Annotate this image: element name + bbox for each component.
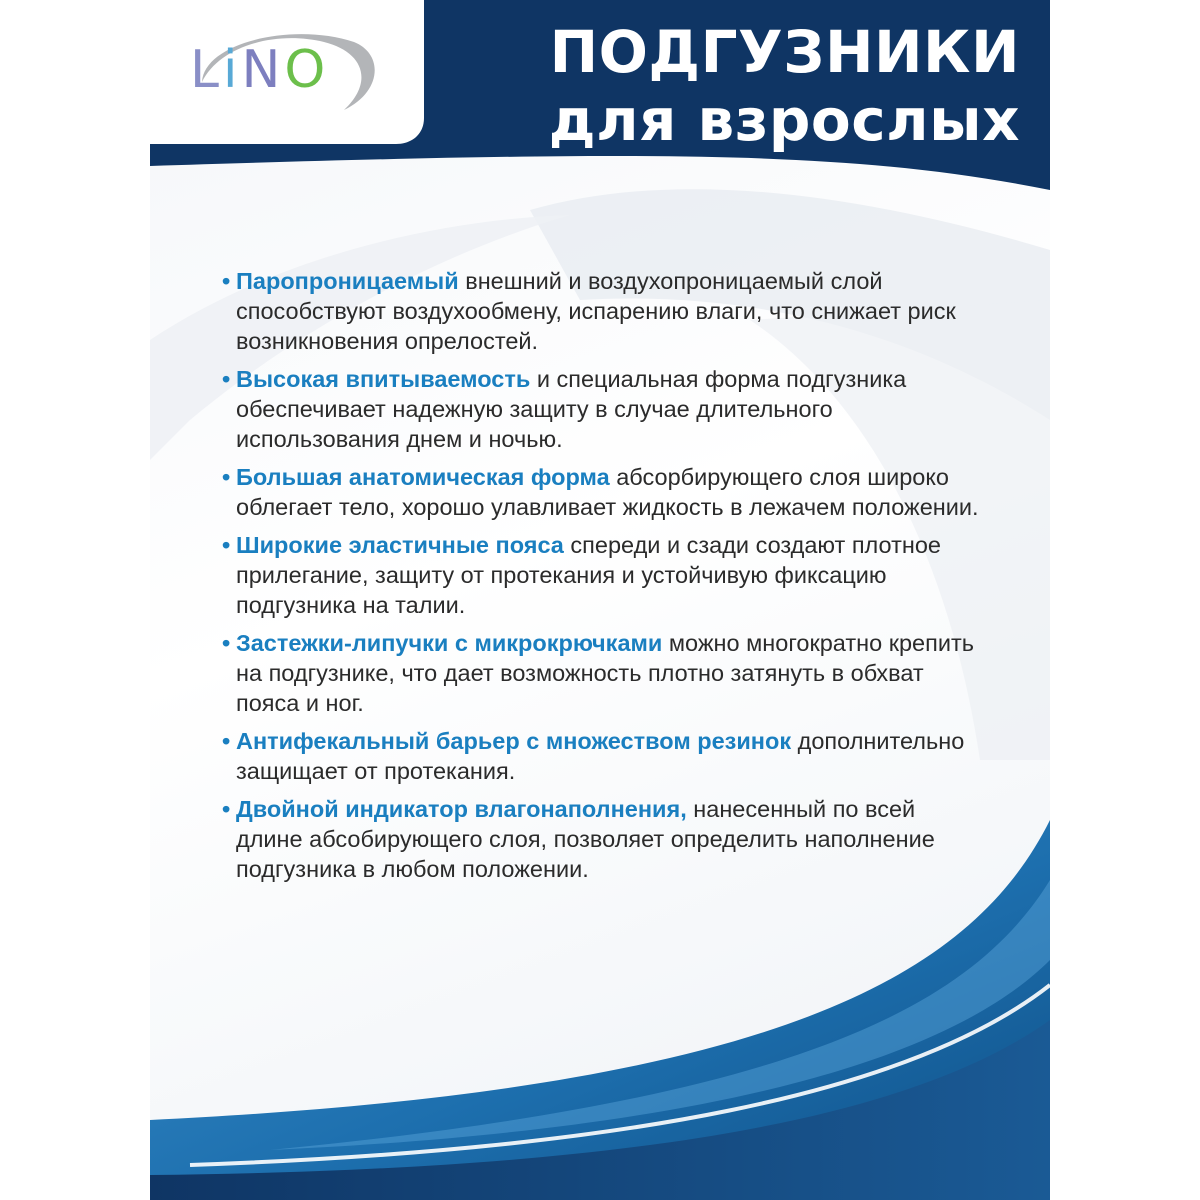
feature-item <box>222 628 982 718</box>
feature-item <box>222 726 982 786</box>
bullet-icon: • <box>222 728 231 754</box>
feature-text: спереди и сзади создают плотное прилегание, защиту от протекания и устойчивую фиксацию подгузника на талии. <box>236 532 941 618</box>
title-line-1: ПОДГУЗНИКИ <box>549 18 1020 86</box>
feature-highlight: Высокая впитываемость <box>236 366 531 392</box>
logo-letter-o: O <box>284 40 330 100</box>
feature-highlight: Паропроницаемый <box>236 268 459 294</box>
title-line-2: для взрослых <box>548 86 1020 154</box>
feature-item <box>222 364 982 454</box>
feature-item <box>222 266 982 356</box>
feature-item <box>222 794 982 884</box>
feature-text: и специальная форма подгузника обеспечивает надежную защиту в случае длительного использования днем и ночью. <box>236 366 907 452</box>
page-title <box>420 18 1020 154</box>
logo-wordmark <box>190 40 330 100</box>
feature-highlight: Большая анатомическая форма <box>236 464 610 490</box>
feature-text: дополнительно защищает от протекания. <box>236 728 965 784</box>
bullet-icon: • <box>222 796 231 822</box>
feature-highlight: Широкие эластичные пояса <box>236 532 564 558</box>
feature-highlight: Двойной индикатор влагонаполнения, <box>236 796 687 822</box>
feature-text: нанесенный по всей длине абсобирующего слоя, позволяет определить наполнение подгузника в любом положении. <box>236 796 935 882</box>
feature-text: можно многократно крепить на подгузнике, что дает возможность плотно затянуть в обхват пояса и ног. <box>236 630 974 716</box>
logo <box>150 0 424 144</box>
logo-letter-i: i <box>222 40 242 100</box>
bullet-icon: • <box>222 268 231 294</box>
bullet-icon: • <box>222 464 231 490</box>
logo-letter-l: L <box>190 40 223 100</box>
bullet-icon: • <box>222 630 231 656</box>
bullet-icon: • <box>222 366 231 392</box>
feature-highlight: Застежки-липучки с микрокрючками <box>236 630 663 656</box>
feature-list <box>222 266 982 892</box>
bullet-icon: • <box>222 532 231 558</box>
card-panel <box>150 0 1050 1200</box>
logo-letter-n: N <box>241 40 285 100</box>
feature-text: внешний и воздухопроницаемый слой способствуют воздухообмену, испарению влаги, что снижает риск возникновения опрелостей. <box>236 268 956 354</box>
feature-text: абсорбирующего слоя широко облегает тело, хорошо улавливает жидкость в лежачем положении. <box>236 464 979 520</box>
feature-item <box>222 462 982 522</box>
feature-item <box>222 530 982 620</box>
feature-highlight: Антифекальный барьер с множеством резинок <box>236 728 792 754</box>
